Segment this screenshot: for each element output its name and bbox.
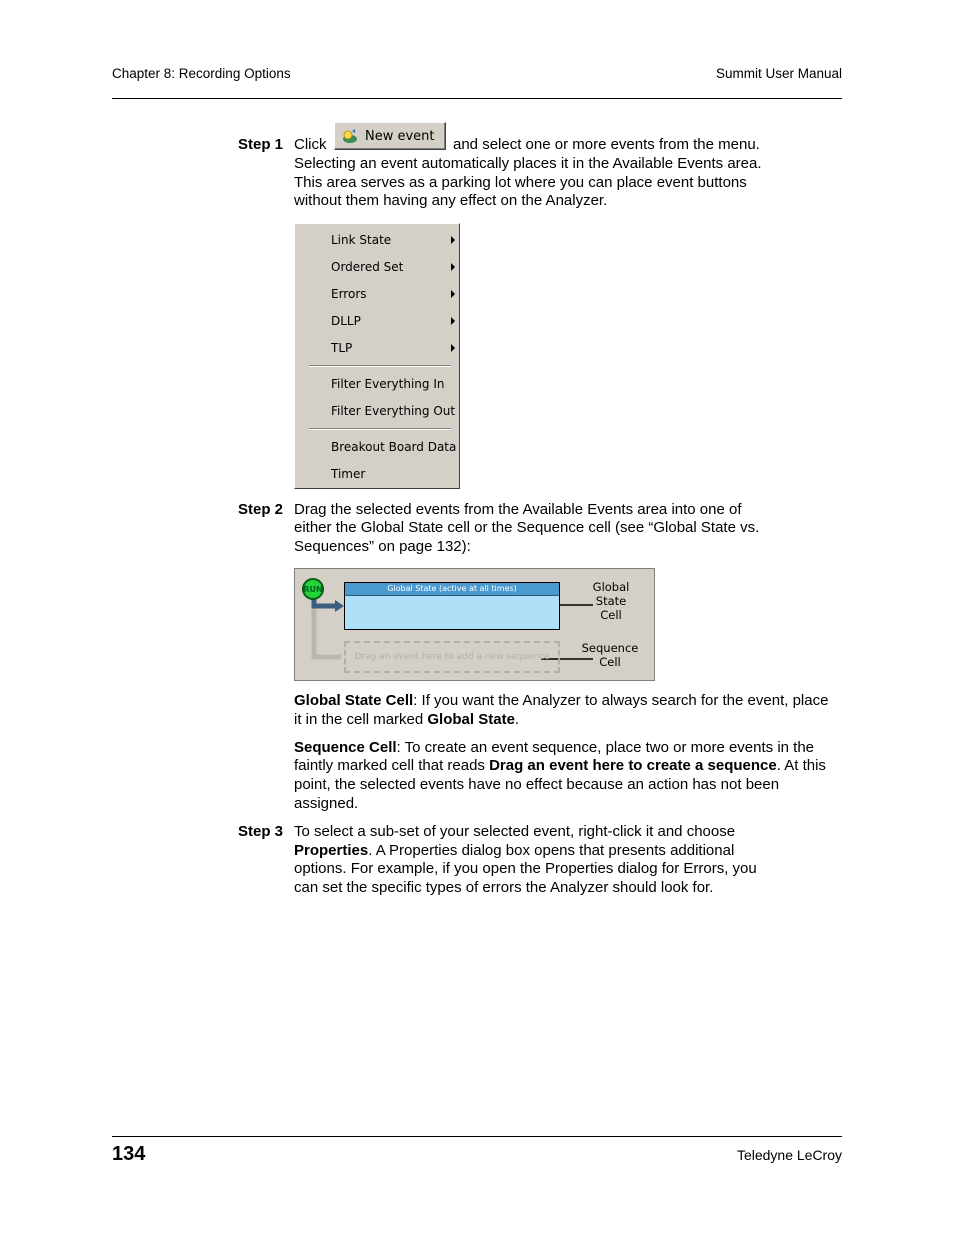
menu-item-tlp[interactable]: TLP bbox=[331, 341, 353, 355]
running-header-manual: Summit User Manual bbox=[715, 66, 842, 81]
step-3-line-1: To select a sub-set of your selected event, right-click it and choose bbox=[294, 823, 736, 840]
step-1-after-button: and select one or more events from the menu. bbox=[453, 136, 760, 153]
global-state-cell-bold: Global State bbox=[427, 711, 515, 728]
global-state-diagram bbox=[294, 568, 655, 681]
global-state-cell-text-1: : If you want the Analyzer to always search for the event, place bbox=[413, 692, 829, 709]
submenu-arrow-icon bbox=[451, 290, 455, 298]
global-state-title: Global State (active at all times) bbox=[345, 583, 559, 596]
step-3-line-2 bbox=[294, 842, 734, 861]
header-rule bbox=[112, 98, 842, 99]
menu-item-link-state[interactable]: Link State bbox=[331, 233, 392, 247]
run-button[interactable]: RUN bbox=[302, 578, 324, 600]
menu-item-ordered-set[interactable]: Ordered Set bbox=[331, 260, 404, 274]
global-state-cell-para-line-1 bbox=[294, 692, 828, 711]
menu-item-breakout-board-data[interactable]: Breakout Board Data bbox=[331, 440, 457, 454]
submenu-arrow-icon bbox=[451, 344, 455, 352]
step-3-bold: Properties bbox=[294, 842, 369, 859]
global-state-cell-text-2: it in the cell marked bbox=[294, 711, 428, 728]
step-2-line-3: Sequences” on page 132): bbox=[294, 538, 471, 555]
sequence-cell-para-line-3: point, the selected events have no effect because an action has not been bbox=[294, 776, 780, 793]
sequence-cell-term: Sequence Cell bbox=[294, 739, 397, 756]
callout-sequence-line: Cell bbox=[599, 655, 621, 669]
step-3-text-2: . A Properties dialog box opens that presents additional bbox=[368, 842, 735, 859]
new-event-icon bbox=[341, 128, 359, 144]
menu-item-errors[interactable]: Errors bbox=[331, 287, 367, 301]
new-event-label: New event bbox=[365, 128, 435, 144]
step-1-line-2: This area serves as a parking lot where you can place event buttons bbox=[294, 174, 747, 191]
menu-item-dllp[interactable]: DLLP bbox=[331, 314, 361, 328]
menu-separator bbox=[309, 365, 451, 367]
page-number: 134 bbox=[112, 1143, 146, 1165]
menu-item-filter-everything-in[interactable]: Filter Everything In bbox=[331, 377, 445, 391]
submenu-arrow-icon bbox=[451, 263, 455, 271]
step-1-click-text: Click bbox=[294, 136, 327, 153]
sequence-cell-para-line-1 bbox=[294, 739, 814, 758]
callout-global-line: Cell bbox=[600, 608, 622, 622]
step-2-line-1: Drag the selected events from the Available Events area into one of bbox=[294, 501, 742, 518]
submenu-arrow-icon bbox=[451, 236, 455, 244]
callout-global-state bbox=[583, 580, 639, 622]
sequence-cell-bold: Drag an event here to create a sequence bbox=[489, 757, 777, 774]
sequence-cell-para-line-2 bbox=[294, 757, 826, 776]
sequence-cell-text-2: faintly marked cell that reads bbox=[294, 757, 490, 774]
step-2-label: Step 2 bbox=[238, 501, 284, 518]
sequence-cell-text-1: : To create an event sequence, place two or more events in the bbox=[396, 739, 815, 756]
step-1-line-3: without them having any effect on the Analyzer. bbox=[294, 192, 608, 209]
sequence-cell[interactable]: Drag an event here to add a new sequence bbox=[344, 641, 560, 673]
step-3-label: Step 3 bbox=[238, 823, 284, 840]
footer-rule bbox=[112, 1136, 842, 1137]
callout-global-line: Global bbox=[592, 580, 630, 594]
global-state-cell-para-line-2 bbox=[294, 711, 519, 730]
sequence-cell-end: . At this bbox=[776, 757, 826, 774]
submenu-arrow-icon bbox=[451, 317, 455, 325]
step-1-line-1: Selecting an event automatically places it in the Available Events area. bbox=[294, 155, 762, 172]
menu-item-timer[interactable]: Timer bbox=[331, 467, 366, 481]
step-1-label: Step 1 bbox=[238, 136, 284, 153]
menu-separator bbox=[309, 428, 451, 430]
step-2-line-2: either the Global State cell or the Sequence cell (see “Global State vs. bbox=[294, 519, 760, 536]
callout-sequence-line: Sequence bbox=[581, 641, 639, 655]
step-3-line-3: options. For example, if you open the Properties dialog for Errors, you bbox=[294, 860, 757, 877]
new-event-button[interactable] bbox=[334, 122, 446, 150]
running-header-chapter: Chapter 8: Recording Options bbox=[112, 66, 291, 81]
callout-sequence bbox=[577, 641, 643, 669]
footer-company: Teledyne LeCroy bbox=[736, 1147, 842, 1163]
new-event-menu bbox=[294, 223, 460, 489]
menu-item-filter-everything-out[interactable]: Filter Everything Out bbox=[331, 404, 456, 418]
callout-global-line: State bbox=[595, 594, 627, 608]
global-state-cell[interactable] bbox=[344, 582, 560, 630]
sequence-cell-para-line-4: assigned. bbox=[294, 795, 359, 812]
global-state-cell-end: . bbox=[514, 711, 520, 728]
step-3-line-4: can set the specific types of errors the Analyzer should look for. bbox=[294, 879, 714, 896]
global-state-cell-term: Global State Cell bbox=[294, 692, 414, 709]
